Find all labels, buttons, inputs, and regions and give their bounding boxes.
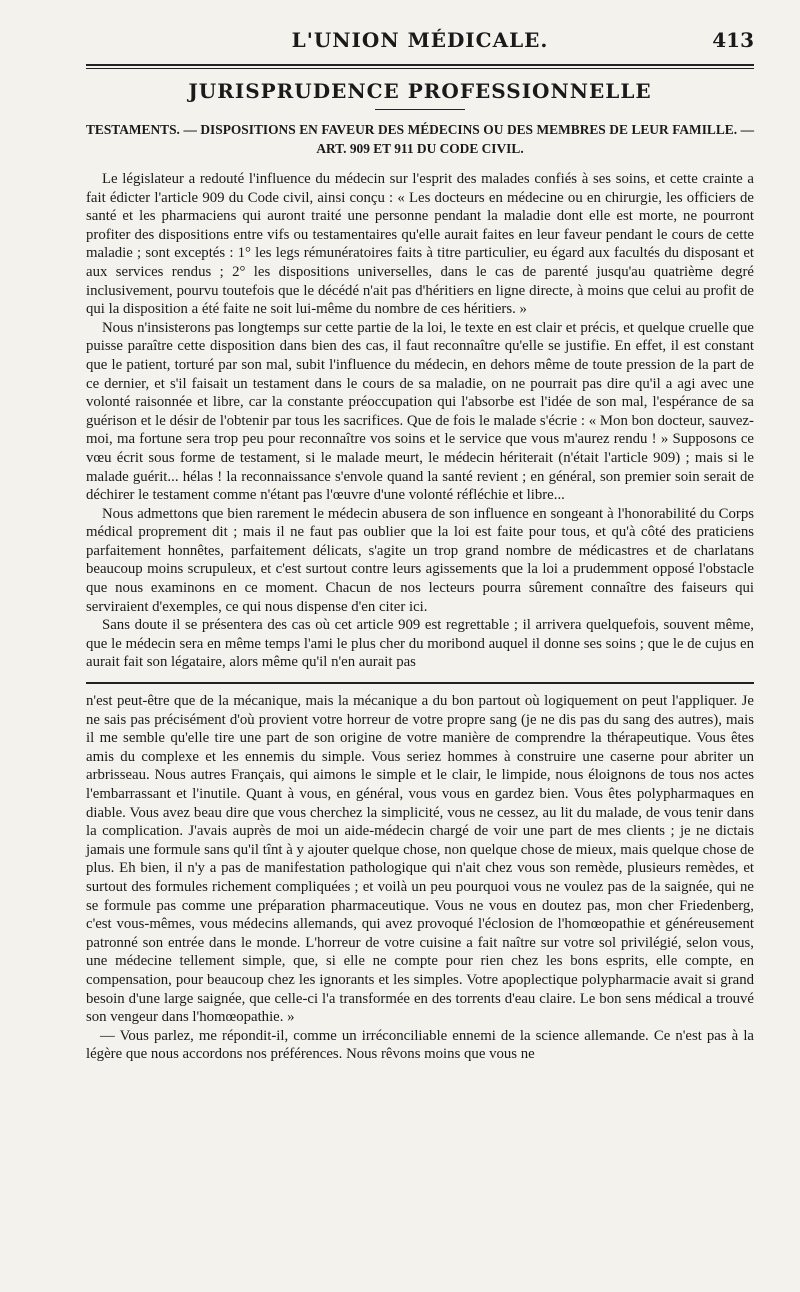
feuilleton-paragraph-1: n'est peut-être que de la mécanique, mais la mécanique a du bon partout où logiquement on peut l'appliquer. Je ne sais pas précisément d'où provient votre horreur de votre propre sang (je ne dis pas du sang des autres), mais il me semble qu'elle tire une part de son origine de votre manière de comprendre la thérapeutique. Vous êtes amis du complexe et les ennemis du simple. Vous seriez hommes à construire une caserne pour abriter un arbrisseau. Nous autres Français, qui aimons le simple et le clair, le limpide, nous éloignons de tous nos actes l'embarrassant et l'inutile. Quant à vous, en général, vous vous en gardez bien. Vous êtes polypharmaques en diable. Vous avez beau dire que vous cherchez la simplicité, vous ne cessez, au lit du malade, de vous tenir dans la complication. J'avais auprès de moi un aide-médecin chargé de voir une part de mes clients ; je ne dictais jamais une formule sans qu'il tînt à y ajouter quelque chose, non quelque chose de mieux, mais quelque chose de plus. Eh bien, il n'y a pas de manifestation pathologique qui n'ait chez vous son remède, plusieurs remèdes, et surtout des formules richement compliquées ; et voilà un peu pourquoi vous ne voulez pas de la saignée, qui ne se formule pas comme une préparation pharmaceutique. Vous ne vous en doutez pas, mon cher Friedenberg, c'est vous-mêmes, vous médecins allemands, qui avez provoqué l'éclosion de l'homœopathie et généreusement patronné son entrée dans le monde. L'horreur de votre cuisine a fait naître sur votre sol privilégié, selon vous, une médecine tellement simple, que, si elle ne compte pour rien chez les bons esprits, elle compte, en compensation, pour beaucoup chez les ignorants et les simples. Votre apoplectique polypharmacie avait si grand besoin d'une large saignée, que celle-ci l'a transformée en des torrents d'eau claire. Le bon sens médical a trouvé son vengeur dans l'homœopathie. » [86,693,754,1026]
article-subhead: TESTAMENTS. — DISPOSITIONS EN FAVEUR DES MÉDECINS OU DES MEMBRES DE LEUR FAMILLE. — ART. 909 ET 911 DU CODE CIVIL. [86,122,754,156]
paragraph-2: Nous n'insisterons pas longtemps sur cette partie de la loi, le texte en est clair et précis, et quelque cruelle que puisse paraître cette disposition dans bien des cas, il faut reconnaître qu'elle se justifie. En effet, il est constant que le patient, torturé par son mal, subit l'influence du médecin, en dehors même de toute pression de la part de ce dernier, et s'il faisait un testament dans le cours de sa maladie, on ne pourrait pas dire qu'il a agi avec une volonté raisonnée et libre, car la constante préoccupation qui l'absorbe est l'idée de son mal, l'espérance de sa guérison et le désir de l'obtenir par tous les sacrifices. Que de fois le malade s'écrie : « Mon bon docteur, sauvez-moi, ma fortune sera trop peu pour reconnaître vos soins et le service que vous m'aurez rendu ! » Supposons ce vœu écrit sous forme de testament, si le malade meurt, le médecin hériterait (n'était l'article 909) ; mais si le malade guérit... hélas ! la reconnaissance s'envole quand la santé revient ; en général, son premier soin serait de déchirer le testament comme n'étant pas l'œuvre d'une volonté réfléchie et libre... [86,319,754,504]
paragraph-1: Le législateur a redouté l'influence du médecin sur l'esprit des malades confiés à ses soins, et cette crainte a fait édicter l'article 909 du Code civil, ainsi conçu : « Les docteurs en médecine ou en chirurgie, les officiers de santé et les pharmaciens qui auront traité une personne pendant la maladie dont elle est morte, ne pourront profiter des dispositions entre vifs ou testamentaires qu'elle aurait faites en leur faveur pendant le cours de cette maladie ; sont exceptés : 1° les legs rémunératoires faits à titre particulier, eu égard aux facultés du disposant et aux services rendus ; 2° les dispositions universelles, dans le cas de parenté jusqu'au quatrième degré inclusivement, pourvu toutefois que le décédé n'ait pas d'héritiers en ligne directe, à moins que celui au profit de qui la disposition a été faite ne soit lui-même du nombre de ces héritiers. » [86,171,754,318]
paragraph-3: Nous admettons que bien rarement le médecin abusera de son influence en songeant à l'honorabilité du Corps médical proprement dit ; mais il ne faut pas oublier que la loi est faite pour tous, et qu'à côté des praticiens parfaitement honnêtes, parfaitement délicats, s'agite un trop grand nombre de médicastres et de charlatans beaucoup moins scrupuleux, et c'est surtout contre leurs agissements que la loi a prudemment opposé l'obstacle que nous examinons en ce moment. Chacun de nos lecteurs pourra sûrement connaître des faiseurs qui serviraient d'exemples, ce qui nous dispense d'en citer ici. [86,505,754,615]
feuilleton-separator [86,682,754,684]
feuilleton-paragraph-2: — Vous parlez, me répondit-il, comme un irréconciliable ennemi de la science allemande. Ce n'est pas à la légère que nous accordons nos préférences. Nous rêvons moins que vous ne [86,1027,754,1063]
header-rule [86,64,754,69]
paragraph-4: Sans doute il se présentera des cas où cet article 909 est regrettable ; il arrivera quelquefois, souvent même, que le médecin sera en même temps l'ami le plus cher du moribond auquel il donne ses soins ; que le de cujus en aurait fait son légataire, alors même qu'il n'en aurait pas [86,617,754,671]
section-title: JURISPRUDENCE PROFESSIONNELLE [188,79,652,103]
title-rule [375,109,465,110]
page-number: 413 [712,28,754,52]
journal-title: L'UNION MÉDICALE. [291,28,549,52]
running-header [86,22,754,56]
